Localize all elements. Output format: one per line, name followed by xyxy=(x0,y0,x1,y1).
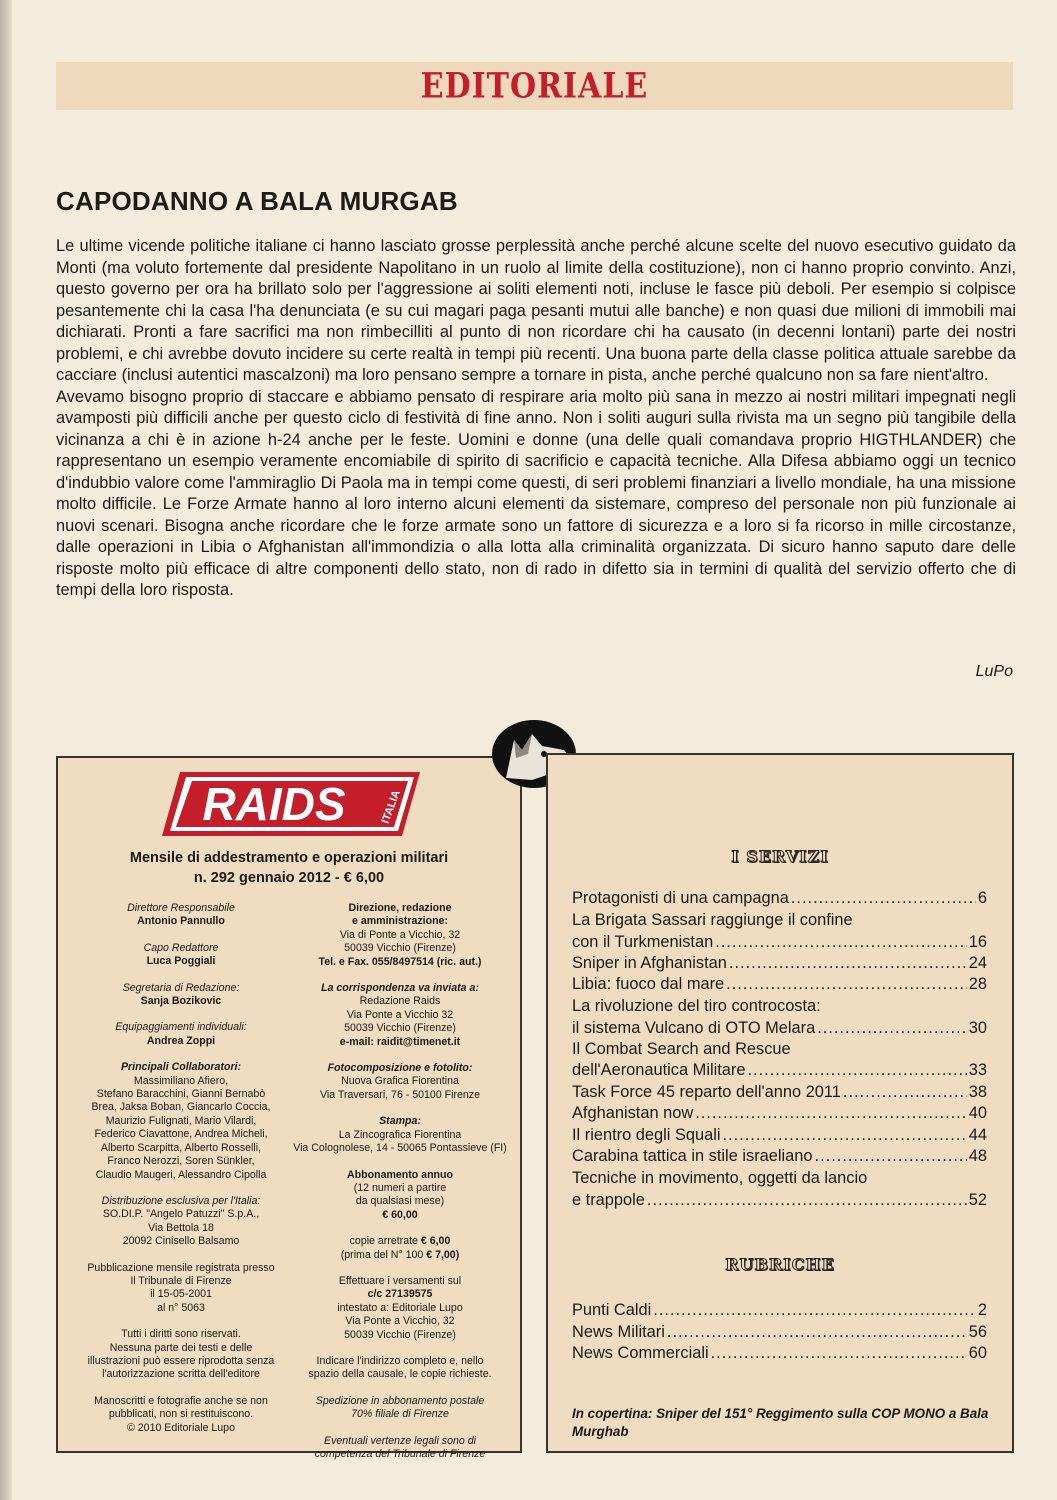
colophon-staff: Direttore Responsabile Antonio Pannullo Capo Redattore Luca Poggiali Segretaria di Redazione: Sanja Bozikovic Equipaggiamenti individuali: Andrea Zoppi Principali Collaboratori: Massimiliano Afiero, Stefano Baracchini, Gianni Bernabò Brea, Jaksa Boban, Giancarlo Coccia, Maurizio Fulignati, Mario Vilardi, Federico Ciavattone, Andrea Micheli, Alberto Scarpitta, Alberto Rosselli, Franco Nerozzi, Soren Sünkler, Claudio Maugeri, Alessandro Cipolla Distribuzione esclusiva per l'Italia: SO.DI.P. "Angelo Patuzzi" S.p.A., Via Bettola 18 20092 Cinisello Balsamo Pubblicazione mensile registrata presso Il Tribunale di Firenze il 15-05-2001 al n° 5063 Tutti i diritti sono riservati. Nessuna parte dei testi e delle illustrazioni può essere riprodotta senza l'autorizzazione scritta dell'editore Manoscritti e fotografie anche se non pubblicati, non si restituiscono. © 2010 Editoriale Lupo xyxy=(76,902,286,1448)
staff-role: Direttore Responsabile xyxy=(127,902,235,914)
toc-item-continued: La rivoluzione del tiro controcosta: xyxy=(572,997,821,1015)
cover-note: In copertina: Sniper del 151° Reggimento sulla COP MONO a Bala Murghab xyxy=(572,1406,989,1439)
article-paragraph: Le ultime vicende politiche italiane ci hanno lasciato grosse perplessità anche perché alcune scelte del nuovo esecutivo guidato da Monti (ma voluto fortemente dal presidente Napolitano in un ruolo al limite della costituzione), non ci hanno proprio convinto. Anzi, questo governo per ora ha brillato solo per l'aggressione ai soliti elementi noti, incluse le fasce più deboli. Per esempio si colpisce pesantemente chi la casa l'ha denunciata (e su cui magari paga pesanti mutui alle banche) e non quasi due milioni di immobili mai dichiarati. Pronti a fare sacrifici ma non rimbecilliti al punto di non ricordare chi ha causato (in decenni lontani) parte dei nostri problemi, e chi avrebbe dovuto incidere su certe realtà in tempi più recenti. Una buona parte della classe politica attuale sarebbe da cacciare (inclusi autentici mascalzoni) ma loro pensano sempre a tornare in pista, anche perché qualcuno non sa fare nient'altro. xyxy=(56,237,1016,384)
staff-role: Distribuzione esclusiva per l'Italia: xyxy=(101,1194,261,1207)
staff-role: Capo Redattore xyxy=(143,941,219,954)
toc-item[interactable]: News Militari ..... 56 xyxy=(572,1322,987,1344)
staff-role: Principali Collaboratori: xyxy=(120,1061,242,1074)
masthead-issue: n. 292 gennaio 2012 - € 6,00 xyxy=(193,870,385,886)
rubriche-title: RUBRICHE xyxy=(725,1255,835,1274)
servizi-title: I SERVIZI xyxy=(731,847,829,866)
staff-role: Segretaria di Redazione: xyxy=(122,981,240,994)
toc-item[interactable]: Punti Caldi ..... 2 xyxy=(572,1300,987,1322)
toc-item[interactable]: Carabina tattica in stile israeliano ..... 48 xyxy=(572,1146,987,1168)
logo-subtext: ITALIA xyxy=(379,788,403,826)
logo-text: RAIDS xyxy=(202,778,346,830)
rights-note: Tutti i diritti sono riservati. Nessuna parte dei testi e delle illustrazioni può essere riprodotta senza l'autorizzazione scritta dell'editore xyxy=(87,1328,275,1381)
banner-title: EDITORIALE xyxy=(420,65,649,107)
toc-item[interactable]: Il rientro degli Squali ..... 44 xyxy=(572,1125,987,1147)
staff-role: Equipaggiamenti individuali: xyxy=(115,1021,247,1034)
colophon-box xyxy=(56,756,522,1460)
registration-note: Pubblicazione mensile registrata presso Il Tribunale di Firenze il 15-05-2001 al n° 5063 xyxy=(87,1261,275,1314)
article-headline: CAPODANNO A BALA MURGAB xyxy=(56,186,458,216)
toc-item[interactable]: con il Turkmenistan ..... 16 xyxy=(572,932,987,954)
toc-item-continued: Tecniche in movimento, oggetti da lancio xyxy=(572,1169,868,1187)
toc-item-continued: Il Combat Search and Rescue xyxy=(572,1040,791,1058)
contact-email: e-mail: raidit@timenet.it xyxy=(339,1035,461,1048)
toc-item[interactable]: dell'Aeronautica Militare ..... 33 xyxy=(572,1060,987,1082)
section-banner xyxy=(56,62,1013,110)
contents-box xyxy=(546,753,1014,1453)
toc-item-continued: La Brigata Sassari raggiunge il confine xyxy=(572,911,853,929)
colophon-contacts: Direzione, redazione e amministrazione: Via di Ponte a Vicchio, 32 50039 Vicchio (Firenze) Tel. e Fax. 055/8497514 (ric. aut.) La corrispondenza va inviata a: Redazione Raids Via Ponte a Vicchio 32 50039 Vicchio (Firenze) e-mail: raidit@timenet.it Fotocomposizione e fotolito: Nuova Grafica Fiorentina Via Traversari, 76 - 50100 Firenze Stampa: La Zincografica Fiorentina Via Colognolese, 14 - 50065 Pontassieve (FI) Abbonamento annuo (12 numeri a partire da qualsiasi mese) € 60,00 copie arretrate € 6,00 (prima del N° 100 € 7,00) Effettuare i versamenti sul c/c 27139575 intestato a: Editoriale Lupo Via Ponte a Vicchio, 32 50039 Vicchio (Firenze) Indicare l'indirizzo completo e, nello spazio della causale, le copie richieste. Spedizione in abbonamento postale 70% filiale di Firenze Eventuali vertenze legali sono di competenza del Tribunale di Firenze xyxy=(290,902,510,1474)
page-edge xyxy=(0,0,12,1500)
toc-item[interactable]: Afghanistan now ..... 40 xyxy=(572,1103,987,1125)
article-paragraph: Avevamo bisogno proprio di staccare e abbiamo pensato di respirare aria molto più sana in mezzo ai nostri militari impegnati negli avamposti più difficili anche per questo ciclo di festività di fine anno. Non i soliti auguri sulla rivista ma un segno più tangibile della vicinanza a chi è in azione h-24 anche per le feste. Uomini e donne (una delle quali comandava proprio HIGTHLANDER) che rappresentano un esempio veramente encomiabile di spirito di sacrificio e capacità tecniche. Alla Difesa abbiamo oggi un tecnico d'indubbio valore come l'ammiraglio Di Paola ma in tempi come questi, di seri problemi finanziari a livello mondiale, ha una missione molto difficile. Le Forze Armate hanno al loro interno alcuni elementi da sistemare, compreso del personale non più funzionale ai nuovi scenari. Bisogna anche ricordare che le forze armate sono un fattore di sicurezza e a loro si fa ricorso in mille circostanze, dalle operazioni in Libia o Afghanistan all'immondizia o alla lotta alla criminalità organizzata. Di sicuro hanno saputo dare delle risposte molto più efficace di altre componenti dello stato, non di rado in difetto sia in termini di qualità del servizio offerto che di tempi della loro risposta. xyxy=(56,387,1016,599)
staff-name: Luca Poggiali xyxy=(146,955,216,968)
toc-item[interactable]: Libia: fuoco dal mare ..... 28 xyxy=(572,974,987,996)
article-body xyxy=(56,236,1016,602)
staff-name: Antonio Pannullo xyxy=(137,915,225,928)
toc-item[interactable]: Task Force 45 reparto dell'anno 2011 ..... 38 xyxy=(572,1082,987,1104)
toc-item[interactable]: il sistema Vulcano di OTO Melara ..... 30 xyxy=(572,1018,987,1040)
masthead-tagline: Mensile di addestramento e operazioni militari xyxy=(129,850,449,866)
contact-tel: Tel. e Fax. 055/8497514 (ric. aut.) xyxy=(318,955,482,968)
raids-logo xyxy=(162,768,422,840)
staff-name: Sanja Bozikovic xyxy=(140,995,222,1008)
toc-item[interactable]: News Commerciali ..... 60 xyxy=(572,1343,987,1365)
toc-item[interactable]: Protagonisti di una campagna ..... 6 xyxy=(572,888,987,910)
article-signature: LuPo xyxy=(975,663,1013,680)
toc-item[interactable]: e trappole ..... 52 xyxy=(572,1190,987,1212)
manuscripts-note: Manoscritti e fotografie anche se non pubblicati, non si restituiscono. © 2010 Editoriale Lupo xyxy=(94,1394,268,1434)
staff-name: Andrea Zoppi xyxy=(146,1034,216,1047)
toc-item[interactable]: Sniper in Afghanistan ..... 24 xyxy=(572,953,987,975)
